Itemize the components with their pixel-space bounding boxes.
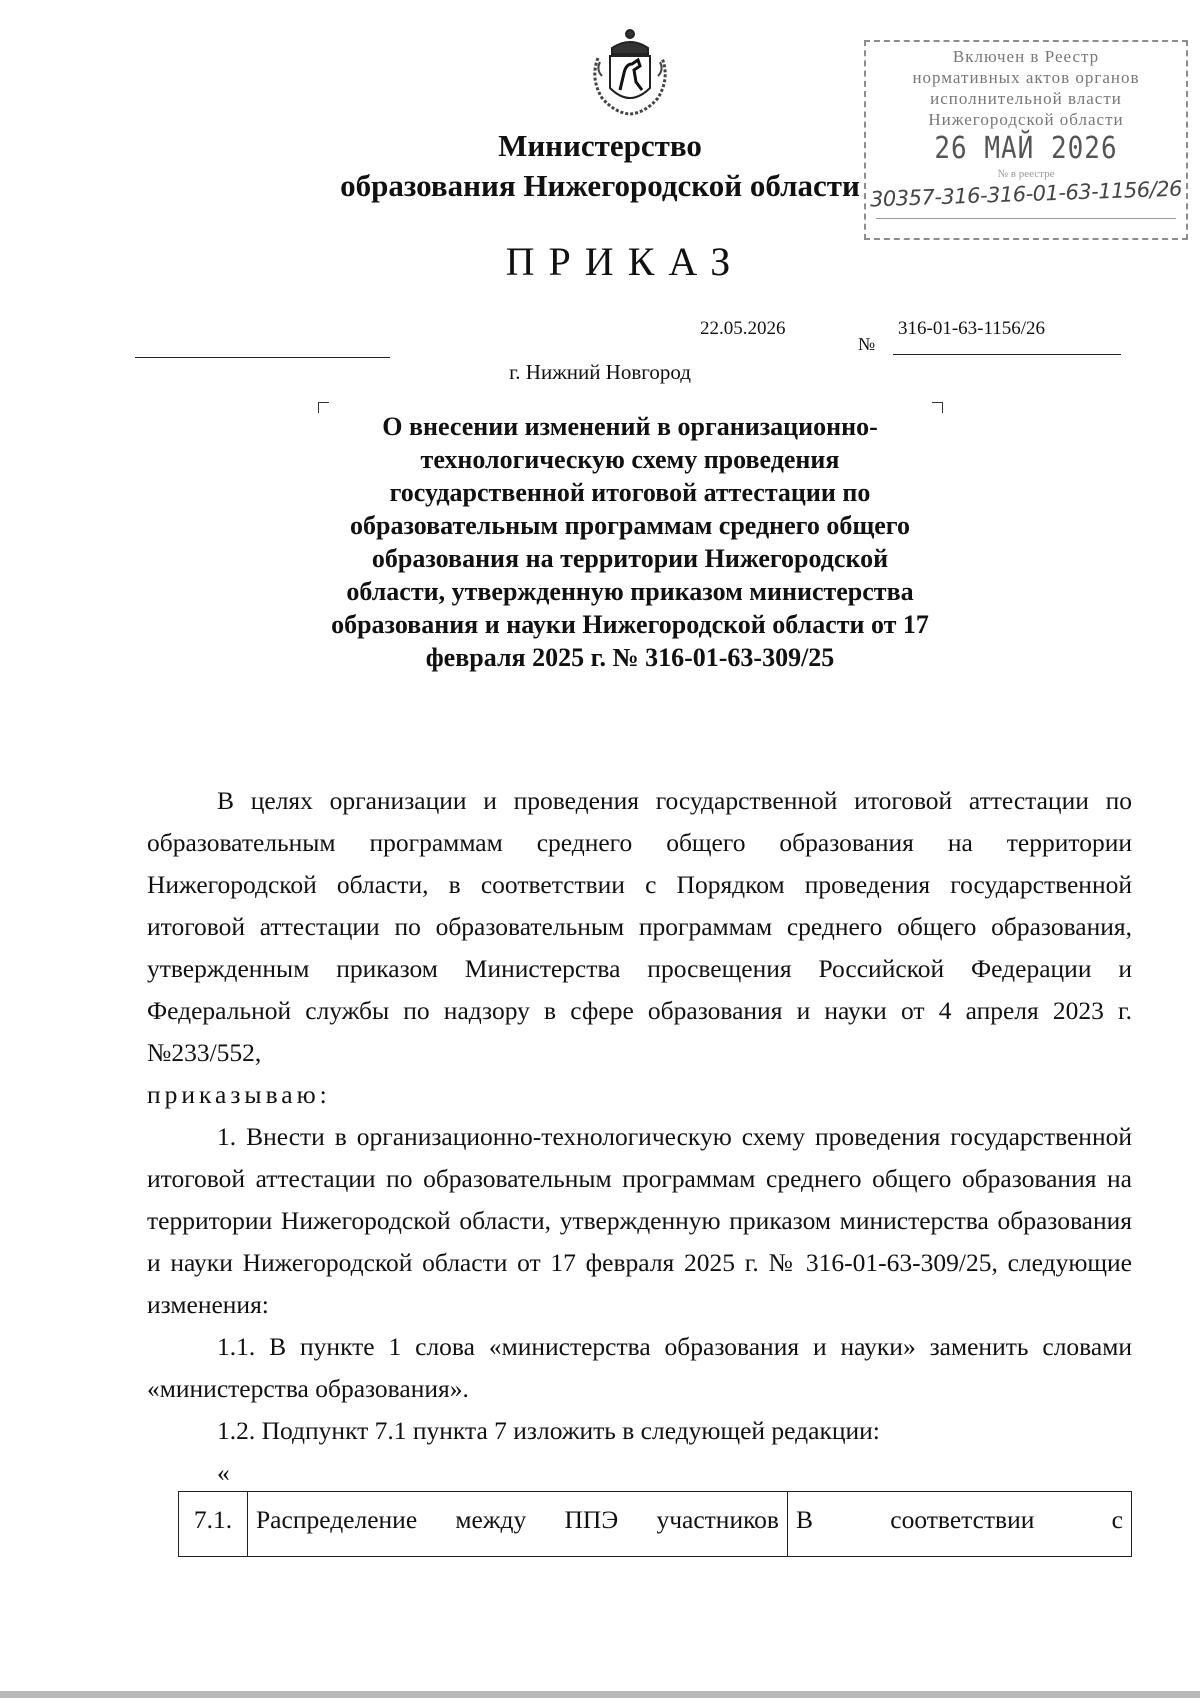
date-underline xyxy=(135,357,390,358)
item-1-2: 1.2. Подпункт 7.1 пункта 7 изложить в следующей редакции: xyxy=(217,1416,880,1445)
number-sign: № xyxy=(858,334,876,354)
coat-of-arms-icon xyxy=(580,18,680,118)
stamp-line: нормативных актов органов xyxy=(912,68,1140,87)
city: г. Нижний Новгород xyxy=(509,360,691,384)
amendment-table xyxy=(178,1491,1132,1557)
table-word: В xyxy=(796,1505,814,1534)
document-number: 316-01-63-1156/26 xyxy=(898,318,1046,339)
item-1-1: 1.1. В пункте 1 слова «министерства образования и науки» заменить словами «министерства образования». xyxy=(147,1332,1132,1403)
ministry-name-line2: образования Нижегородской области xyxy=(340,168,860,203)
table-cell-description xyxy=(248,1492,788,1556)
table-word: с xyxy=(1111,1505,1123,1534)
table-word: между xyxy=(455,1505,527,1534)
stamp-number-label: № в реестре xyxy=(997,168,1055,180)
table-word: соответствии xyxy=(890,1505,1035,1534)
stamp-registry-number: 30357-316-316-01-63-1156/26 xyxy=(869,176,1183,212)
document-body xyxy=(147,780,1132,1494)
document-type-heading: ПРИКАЗ xyxy=(505,239,745,284)
scan-edge xyxy=(0,1691,1200,1698)
stamp-divider xyxy=(876,218,1176,219)
order-word: приказываю: xyxy=(147,1080,331,1109)
ministry-name-line1: Министерство xyxy=(498,128,702,163)
stamp-line: Включен в Реестр xyxy=(952,47,1100,66)
item-1: 1. Внести в организационно-технологическую схему проведения государственной итоговой аттестации по образовательным программам среднего общего образования на территории Нижегородской области, утвержденную приказом министерства образования и науки Нижегородской области от 17 февраля 2025 г. № 316-01-63-309/25, следующие изменения: xyxy=(147,1122,1132,1319)
stamp-line: Нижегородской области xyxy=(928,110,1124,129)
quote-open: « xyxy=(217,1458,230,1487)
table-word: Распределение xyxy=(256,1505,418,1534)
table-word: участников xyxy=(656,1505,779,1534)
table-cell-number: 7.1. xyxy=(179,1492,248,1556)
document-title: О внесении изменений в организационно-технологическую схему проведения государственной итоговой аттестации по образовательным программам среднего общего образования на территории Нижегородской области, утвержденную приказом министерства образования и науки Нижегородской области от 17 февраля 2025 г. № 316-01-63-309/25 xyxy=(331,412,929,672)
number-underline xyxy=(893,354,1121,355)
document-date: 22.05.2026 xyxy=(700,318,786,339)
stamp-line: исполнительной власти xyxy=(930,89,1122,108)
intro-paragraph: В целях организации и проведения государственной итоговой аттестации по образовательным программам среднего общего образования на территории Нижегородской области, в соответствии с Порядком проведения государственной итоговой аттестации по образовательным программам среднего общего образования, утвержденным приказом Министерства просвещения Российской Федерации и Федеральной службы по надзору в сфере образования и науки от 4 апреля 2023 г. №233/552, xyxy=(147,786,1132,1067)
table-word: ППЭ xyxy=(564,1505,619,1534)
stamp-date: 26 МАЙ 2026 xyxy=(934,131,1118,167)
table-cell-basis xyxy=(788,1492,1131,1556)
